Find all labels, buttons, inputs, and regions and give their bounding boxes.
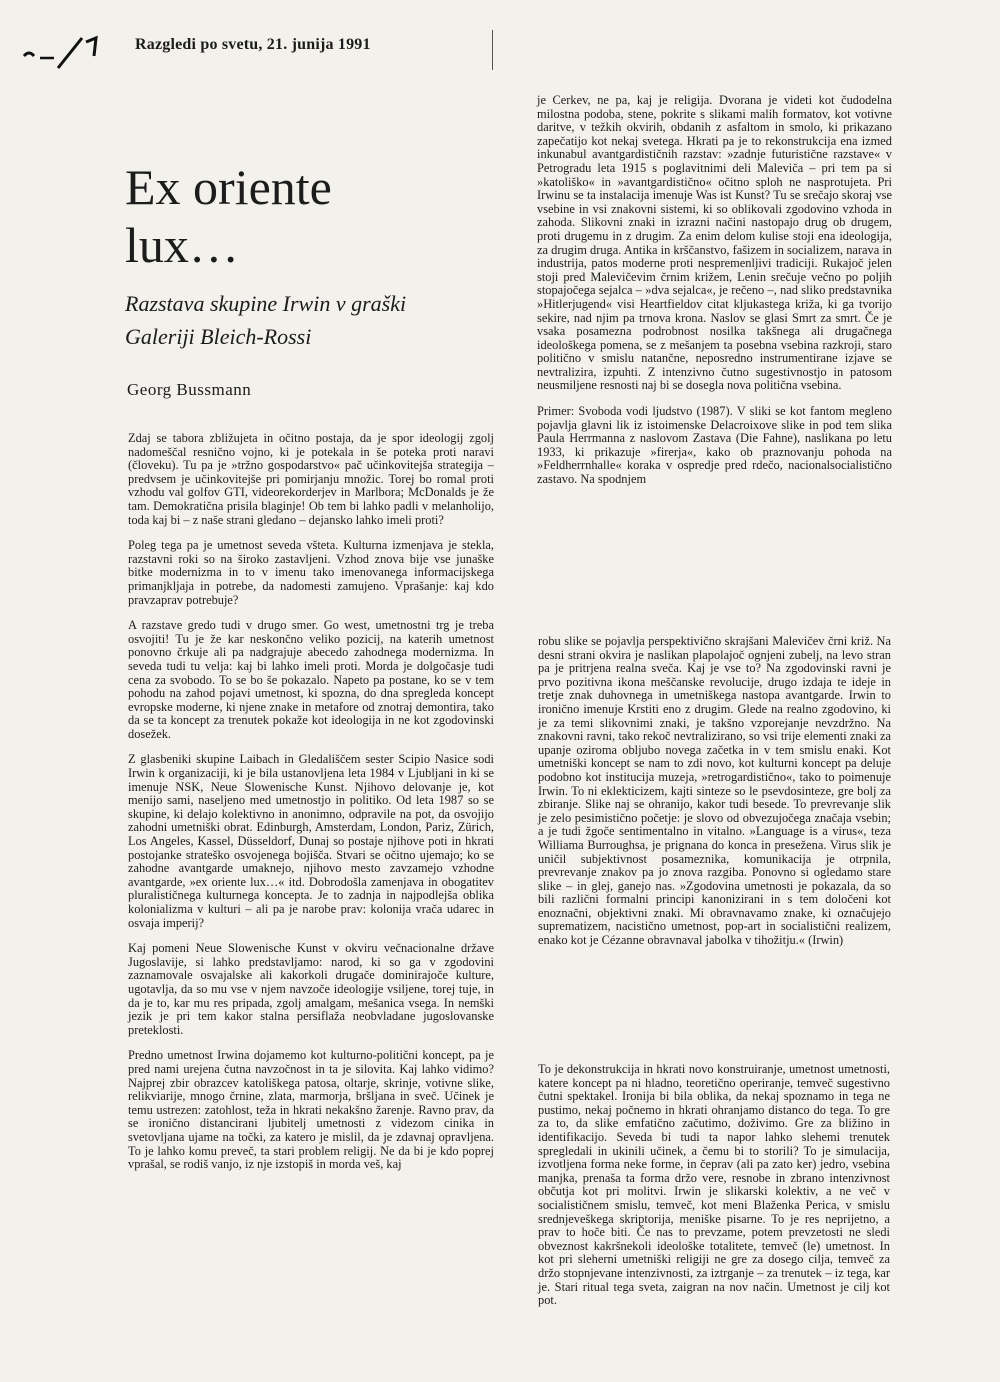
right-column-middle [538,635,891,960]
right-column-top [537,94,892,499]
left-column [128,432,494,1184]
paragraph: To je dekonstrukcija in hkrati novo konstruiranje, umetnost umetnosti, katere koncept pa ni hladno, teoretično operiranje, temveč sugestivno čutni spektakel. Ironija bi bila oblika, da nekaj spoznamo in tega ne pustimo, nekaj počnemo in hkrati ohranjamo distanco do tega. To gre za to, da slike emfatično začutimo, doživimo. Gre za bližino in identifikacijo. Seveda bi tudi ta napor lahko slehemi trenutek spregledali in ukinili učinek, a čemu bi to storili? To je simulacija, izvotljena forma neke forme, in čeprav (ali pa zato ker) jedro, vsebina manjka, prenaša ta forma držo vere, resnobe in zbrano intenzivnost občutja kot pri molitvi. Irwin je slikarski kolektiv, a ne več v socialističnem smislu, temveč, kot meni Blaženka Perica, v smislu srednjeveškega skriptorija, meniške pisarne. To je res neprijetno, a prav to hoče biti. Če nas to prevzame, potem prevzetosti ne sledi obveznost kakršnekoli ideološke totalitete, temveč (le) umetnost. In kot pri sleherni umetniški religiji ne gre za dosego cilja, temveč za držo stopnjevane intenzivnosti, za iztrganje – za trenutek – iz tega, kar je. Stari ritual tega sveta, zaigran na nov način. Umetnost je cilj kot pot. [538,1062,890,1308]
subtitle-line-1: Razstava skupine Irwin v graški [125,291,407,316]
paragraph: Poleg tega pa je umetnost seveda všteta. Kulturna izmenjava je stekla, razstavni roki so na široko zastavljeni. Vzhod znova bije vse junaške bitke modernizma in to v imenu tako imenovanega informacijskega primanjkljaja in potrebe, da nadomesti zamujeno. Vprašanje: kaj kdo pravzaprav potrebuje? [128,538,494,607]
paragraph: A razstave gredo tudi v drugo smer. Go west, umetnostni trg je treba osvojiti! Tu je že kar neskončno veliko pozicij, na katerih umetnost ponovno črkuje ali pa nadgrajuje abecedo zahodnega modernizma. In seveda tudi tu velja: kaj bi lahko imeli proti. Morda je dolgočasje tudi cena za svobodo. To se bo še pokazalo. Napeto pa postane, ko se v tem pohodu na zahod pojavi umetnost, ki spozna, do dna spregleda koncept evropske moderne, ki njene znake in metafore od znotraj demontira, tako da se ta koncept za trenutek pokaže kot ideologija in ne kot zgodovinski dosežek. [128,618,494,741]
title-line-2: lux… [125,217,239,273]
title-line-1: Ex oriente [125,159,332,215]
publication-header: Razgledi po svetu, 21. junija 1991 [135,36,371,53]
paragraph: je Cerkev, ne pa, kaj je religija. Dvorana je videti kot čudodelna milostna podoba, stene, pokrite s slikami malih formatov, kot votivne daritve, v težkih okvirih, obdanih z asfaltom in smolo, ki prikazano zapečatijo kot nekaj svetega. Hkrati pa je to rekonstrukcija ena izmed inkunabul avantgardističnih razstav: »zadnje futuristične razstave« v Petrogradu leta 1915 s poglavitnimi deli Maleviča – pri tem pa si »katoliško« in »avantgardistično« očitno sploh ne nasprotujeta. Pri Irwinu se ta instalacija imenuje Was ist Kunst? Tu se srečajo skoraj vse vsebine in vsi znakovni sistemi, ki so oblikovali zgodovino vzhoda in zahoda. Slikovni znaki in izrazni načini nastopajo drug ob drugem, proti drugemu in z drugim. Za enim delom kulise stoji ena ideologija, za drugim druga. Antika in krščanstvo, fašizem in socializem, narava in industrija, patos moderne proti nespremenljivi tradiciji. Rukajoč jelen stoji pred Malevičevim črnim križem, Lenin srečuje večno po poljih stopajočega sejalca – »dva sejalca«, je rečeno –, nad sliko predstavnika »Hitlerjugend« visi Heartfieldov citat kljukastega križa, ki ga tvorijo sekire, nad njim pa trnova krona. Naslov se glasi Smrt za smrt. Če je vsaka posamezna podrobnost nosilka takšnega ali drugačnega ideološkega pomena, se z mešanjem ta posebna vsebina razkroji, staro politično v smislu natančne, neposredno instrumentirane izjave se nevtralizira, izpuhti. Z intenzivno čutno sugestivnostjo in patosom neusmiljene resnosti naj bi se dosegla nova politična vsebina. [537,93,892,393]
right-column-bottom [538,1063,890,1320]
subtitle-line-2: Galeriji Bleich-Rossi [125,324,312,349]
paragraph: Zdaj se tabora zbližujeta in očitno postaja, da je spor ideologij zgolj nadomeščal resnično vojno, ki je potekala in še poteka proti naravi (človeku). Tu pa je »tržno gospodarstvo« pač učinkovitejša strategija – predvsem je učinkovitejše pri pomirjanju množic. Torej bo romal proti vzhodu val golfov GTI, videorekorderjev in Marlbora; McDonalds je že tam. Demokratična prisila blaginje! Ob tem bi lahko padli v melanholijo, toda kaj bi – z naše strani gledano – dejansko lahko imeli proti? [128,431,494,527]
paragraph: Z glasbeniki skupine Laibach in Gledališčem sester Scipio Nasice sodi Irwin k organizaciji, ki je bila ustanovljena leta 1984 v Ljubljani in ki se imenuje NSK, Neue Slowenische Kunst. Njihovo delovanje je, kot menijo sami, naseljeno med umetnostjo in politiko. Od leta 1987 so se skupine, ki delajo kolektivno in anonimno, odpravile na pot, da osvojijo zahodni umetniški obrat. Edinburgh, Amsterdam, London, Pariz, Zürich, Los Angeles, Kassel, Düsseldorf, Dunaj so postaje njihove poti in hkrati postojanke strateško osvojenega bojišča. Stvari se očitno ujemajo; ko se zahodne avantgarde umaknejo, njihovo mesto zavzamejo vzhodne avantgarde, »ex oriente lux…« itd. Dobrodošla zamenjava in obogatitev pluralističnega kulturnega koncepta. Je to zadnja in najpodlejša oblika kolonializma v kulturi – ali pa je narobe prav: kolonija vrača udarec in osvaja imperij? [128,752,494,930]
paragraph: Kaj pomeni Neue Slowenische Kunst v okviru večnacionalne države Jugoslavije, si lahko predstavljamo: narod, ki so ga v zgodovini zaznamovale osvajalske ali kakorkoli drugače dominirajoče kulture, ugotavlja, da so mu vse v njem navzoče ideologije vsiljene, torej tuje, in da je to, kar mu res pripada, zgolj amalgam, mešanica vsega. In nemški jezik je pri tem kakor stalna persiflaža neobvladane jugoslovanske preteklosti. [128,941,494,1037]
author-byline: Georg Bussmann [127,380,252,399]
clipping-mark-icon [20,30,120,70]
article-title [125,158,485,274]
page-header [20,30,500,70]
paragraph: Primer: Svoboda vodi ljudstvo (1987). V sliki se kot fantom megleno pojavlja glavni lik iz istoimenske Delacroixove slike in pod tem slika Paula Herrmanna z naslovom Zastava (Die Fahne), naslikana po letu 1933, ki prikazuje »firerja«, kako ob praznovanju pohoda na »Feldherrnhalle« koraka v ospredje pred rdečo, nacionalsocialistično zastavo. Na spodnjem [537,404,892,487]
column-rule [492,30,493,70]
paragraph: Predno umetnost Irwina dojamemo kot kulturno-politični koncept, pa je pred nami urejena čutna navzočnost in ta je silovita. Kaj lahko vidimo? Najprej zbir obrazcev katoliškega patosa, oltarje, skrinje, votivne slike, relikviarije, mnogo črnine, zlata, marmorja, bršljana in sveč. Učinek je temu ustrezen: zatohlost, teža in hkrati nekakšno žarenje. Ravno prav, da se ironično distancirani ljubitelj umetnosti z videzom cinika in svetovljana ujame na točki, za katero je mislil, da je zdavnaj opravljena. To je lahko komu preveč, ta stari problem religij. Ne da bi je kdo poprej vprašal, se rodiš vanjo, iz nje izstopiš in morda veš, kaj [128,1048,494,1172]
article-subtitle [125,287,495,353]
paragraph: robu slike se pojavlja perspektivično skrajšani Malevičev črni križ. Na desni strani okvira je naslikan plapolajoč ognjeni zubelj, na levo stran pa je pritrjena realna sveča. Kaj je vse to? Na zgodovinski ravni je prvo pozitivna ikona meščanske revolucije, drugo izdaja te ideje in tretje znak duhovnega in umetniškega nastopa avantgarde. Irwin to ironično imenuje Krstiti eno z drugim. Glede na realno zgodovino, ki je za temi slikovnimi znaki, je takšno vzporejanje nevzdržno. Na znakovni ravni, tako rekoč nevtralizirano, so vsi trije elementi znaki za upanje oziroma obljubo novega začetka in v tem smislu enaki. Kot umetniški koncept se nam to zdi novo, kot kulturni koncept pa deluje podobno kot institucija muzeja, »retrogardistično«, tako to poimenuje Irwin. To ni eklekticizem, kajti sinteze so le psevdosinteze, gre bolj za zbiranje. Slike naj se ohranijo, kakor tudi besede. To prevrevanje slik je zelo pesimistično početje: je slovo od obvezujočega značaja vsebin; a je tudi žgoče sentimentalno in vitalno. »Language is a virus«, teza Williama Burroughsa, je prignana do konca in presežena. Virus slik je uničil subjektivnost posameznika, komunikacija je otrpnila, prevrevanje znakov pa jo znova razgiba. Ponovno si ogledamo stare slike – in glej, ganejo nas. »Zgodovina umetnosti je pokazala, da so bili različni formalni principi kanonizirani in s tem določeni kot enoznačni, objektivni znaki. Mi obravnavamo znake, ki označujejo suprematizem, nacistično umetnost, pop-art in socialistični realizem, enako kot je Cézanne obravnaval jabolka v tihožitju.« (Irwin) [538,634,891,948]
